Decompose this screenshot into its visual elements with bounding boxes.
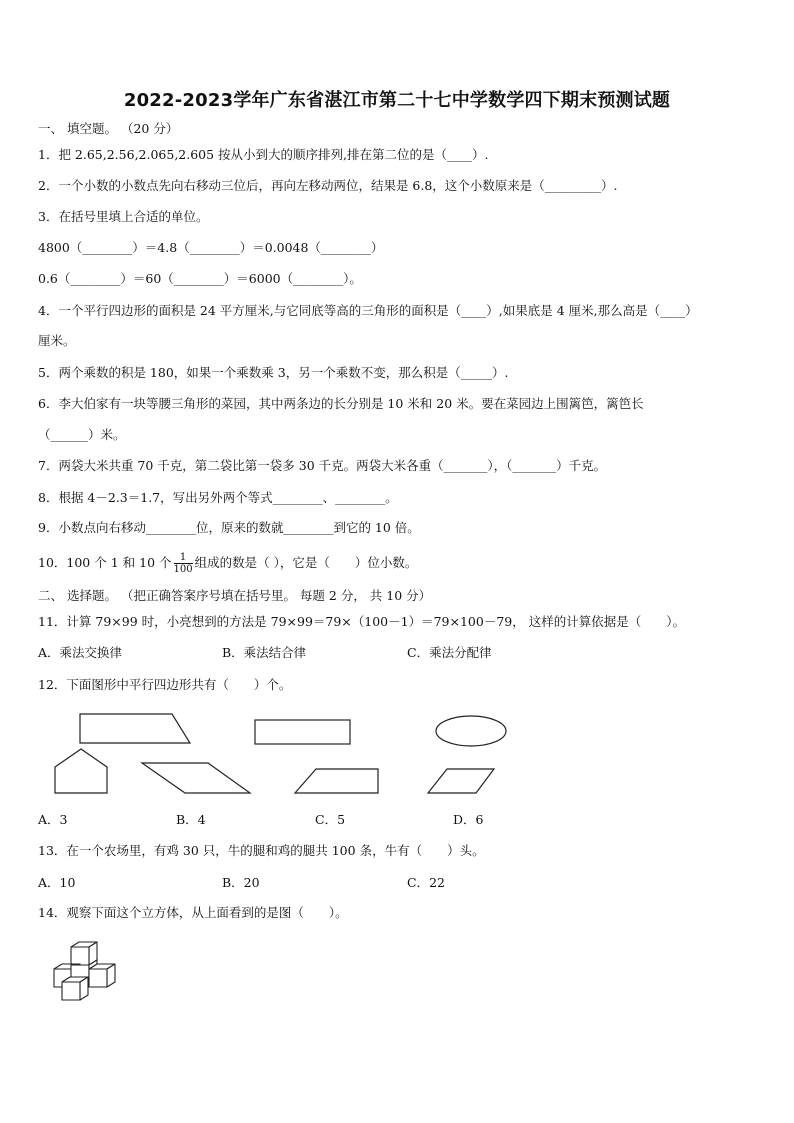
cube-stack-figure — [40, 938, 130, 1008]
question-2: 2．一个小数的小数点先向右移动三位后，再向左移动两位，结果是 6.8，这个小数原来是（_________）. — [38, 178, 618, 193]
question-10-suffix: 组成的数是（ ），它是（ ）位小数。 — [194, 555, 418, 570]
question-4: 4．一个平行四边形的面积是 24 平方厘米,与它同底等高的三角形的面积是（____）,如果底是 4 厘米,那么高是（____） — [38, 303, 698, 318]
question-10 — [38, 550, 768, 576]
fraction-numerator: 1 — [174, 552, 193, 564]
question-12-option-b: B．4 — [176, 812, 206, 827]
question-4-continued: 厘米。 — [38, 333, 76, 348]
question-8: 8．根据 4－2.3＝1.7，写出另外两个等式________、________。 — [38, 490, 398, 505]
question-5: 5．两个乘数的积是 180，如果一个乘数乘 3，另一个乘数不变，那么积是（_____）. — [38, 365, 509, 380]
shape-trapezoid — [80, 714, 190, 743]
shape-rectangle — [255, 720, 350, 744]
question-3-line-a: 4800（________）＝4.8（________）＝0.0048（________） — [38, 240, 384, 255]
question-13-option-a: A．10 — [38, 875, 76, 890]
shape-ellipse — [436, 716, 506, 746]
question-13: 13．在一个农场里，有鸡 30 只，牛的腿和鸡的腿共 100 条，牛有（ ）头。 — [38, 843, 485, 858]
shape-parallelogram-right — [295, 769, 378, 793]
question-11-option-a: A．乘法交换律 — [38, 645, 123, 660]
shape-parallelogram-small — [428, 769, 494, 793]
fraction-one-hundredth — [174, 552, 193, 575]
question-13-option-b: B．20 — [222, 875, 260, 890]
question-12-option-d: D．6 — [453, 812, 484, 827]
question-3-line-b: 0.6（________）＝60（________）＝6000（________）。 — [38, 271, 362, 286]
shape-pentagon — [55, 749, 107, 793]
question-6: 6．李大伯家有一块等腰三角形的菜园，其中两条边的长分别是 10 米和 20 米。要在菜园边上围篱笆，篱笆长 — [38, 396, 644, 411]
page-title: 2022-2023学年广东省湛江市第二十七中学数学四下期末预测试题 — [123, 90, 671, 111]
question-13-option-c: C．22 — [407, 875, 445, 890]
question-14: 14．观察下面这个立方体，从上面看到的是图（ ）。 — [38, 905, 348, 920]
shape-parallelogram-wide — [142, 763, 250, 793]
question-6-continued: （______）米。 — [38, 427, 126, 442]
question-11: 11．计算 79×99 时，小亮想到的方法是 79×99＝79×（100－1）＝79×100－79， 这样的计算依据是（ ）。 — [38, 614, 685, 629]
question-11-option-c: C．乘法分配律 — [407, 645, 492, 660]
question-1: 1．把 2.65,2.56,2.065,2.605 按从小到大的顺序排列,排在第二位的是（____）. — [38, 147, 489, 162]
shapes-figure — [0, 700, 794, 805]
question-7: 7．两袋大米共重 70 千克，第二袋比第一袋多 30 千克。两袋大米各重（_______），（_______）千克。 — [38, 458, 607, 473]
section-heading-fill-blank: 一、 填空题。 （20 分） — [38, 121, 179, 136]
question-12-option-c: C．5 — [315, 812, 346, 827]
question-9: 9．小数点向右移动________位，原来的数就________到它的 10 倍。 — [38, 520, 420, 535]
question-12-option-a: A．3 — [38, 812, 68, 827]
question-12: 12．下面图形中平行四边形共有（ ）个。 — [38, 677, 292, 692]
question-10-prefix: 10．100 个 1 和 10 个 — [38, 555, 172, 570]
question-11-option-b: B．乘法结合律 — [222, 645, 307, 660]
question-3: 3．在括号里填上合适的单位。 — [38, 209, 209, 224]
fraction-denominator: 100 — [173, 564, 193, 575]
section-heading-choice: 二、 选择题。 （把正确答案序号填在括号里。 每题 2 分， 共 10 分） — [38, 588, 432, 603]
